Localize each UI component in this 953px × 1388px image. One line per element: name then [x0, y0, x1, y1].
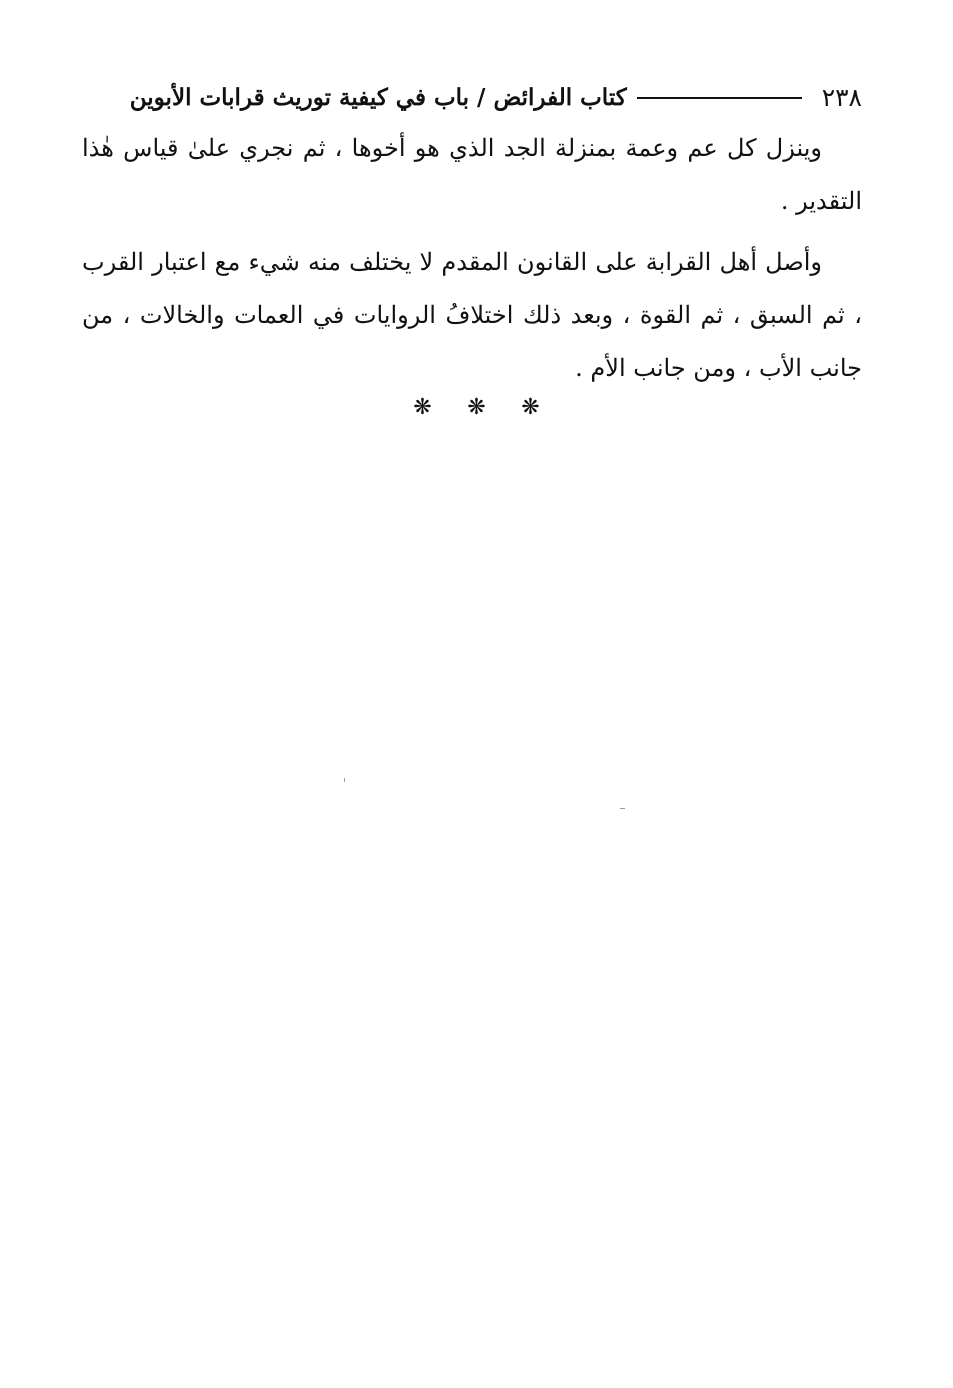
paragraph: وينزل كل عم وعمة بمنزلة الجد الذي هو أخوها ، ثم نجري علىٰ قياس هٰذا التقدير . [82, 134, 862, 215]
asterisk-ornament-icon: ❋ [467, 395, 486, 420]
body-text [82, 122, 862, 395]
scan-speck [344, 778, 345, 782]
header-rule [637, 97, 802, 99]
running-title: كتاب الفرائض / باب في كيفية توريث قرابات الأبوين [129, 83, 627, 111]
page-number: ٢٣٨ [821, 82, 862, 112]
asterisk-ornament-icon: ❋ [521, 395, 540, 420]
page-header [82, 78, 862, 116]
scan-speck [620, 808, 625, 809]
paragraph: وأصل أهل القرابة على القانون المقدم لا يختلف منه شيء مع اعتبار القرب ، ثم السبق ، ثم القوة ، وبعد ذلك اختلافُ الروايات في العمات والخالات ، من جانب الأب ، ومن جانب الأم . [82, 248, 862, 382]
asterisk-ornament-icon: ❋ [413, 395, 432, 420]
section-separator [0, 395, 953, 420]
